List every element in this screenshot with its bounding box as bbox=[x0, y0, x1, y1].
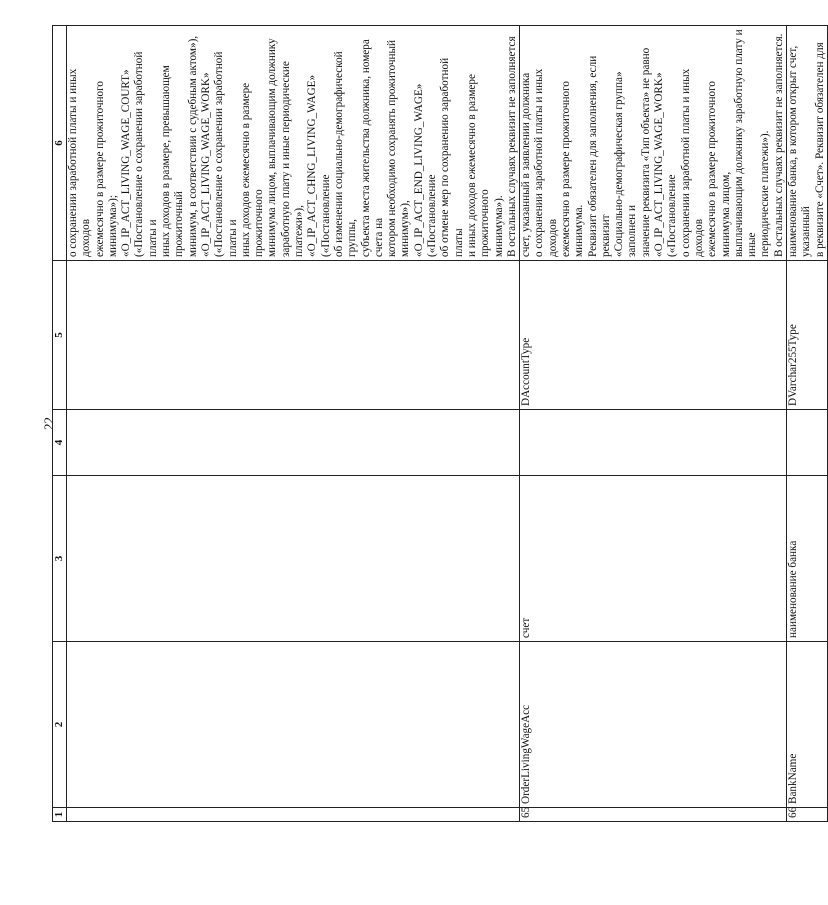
requisite-label: наименование банка bbox=[787, 476, 828, 642]
requisite-label bbox=[67, 476, 520, 642]
page-number: 22 bbox=[41, 417, 56, 430]
header-col-1: 1 bbox=[53, 808, 67, 822]
description-line: «O_IP_ACT_LIVING_WAGE_COURT» bbox=[120, 69, 133, 257]
description-line: об отмене мер по сохранению заработной платы bbox=[439, 57, 465, 257]
row-number: 66 bbox=[787, 808, 828, 822]
requisite-description bbox=[520, 26, 787, 261]
description-line: «O_IP_ACT_LIVING_WAGE_WORK» («Постановление bbox=[653, 72, 679, 257]
description-line: иных доходов в размере, превышающем прожиточный bbox=[160, 65, 186, 257]
description-line: котором необходимо сохранять прожиточный bbox=[386, 39, 399, 257]
header-col-3: 3 bbox=[53, 476, 67, 642]
description-line: в реквизите «Счет». Реквизит обязателен для bbox=[813, 42, 826, 257]
description-line: минимум»), bbox=[399, 200, 412, 257]
requisite-label: счет bbox=[520, 476, 787, 642]
requisite-required bbox=[67, 410, 520, 476]
description-line: Реквизит обязателен для заполнения, если реквизит bbox=[586, 55, 612, 257]
description-line: «O_IP_ACT_CHNG_LIVING_WAGE» («Постановление bbox=[306, 74, 332, 257]
requisite-description bbox=[67, 26, 520, 261]
header-col-6: 6 bbox=[53, 26, 67, 261]
requisite-required bbox=[520, 410, 787, 476]
description-line: наименование банка, в котором открыт счет, указанный bbox=[787, 45, 813, 257]
description-line: ежемесячно в размере прожиточного минимума»); bbox=[93, 80, 119, 257]
description-line: о сохранении заработной платы и иных доходов bbox=[679, 68, 705, 257]
description-line: («Постановление о сохранении заработной платы и bbox=[133, 51, 159, 257]
description-line: «O_IP_ACT_LIVING_WAGE_WORK» bbox=[199, 72, 212, 257]
requisites-table bbox=[52, 25, 828, 822]
description-line: («Постановление о сохранении заработной платы и bbox=[213, 51, 239, 257]
requisite-required bbox=[787, 410, 828, 476]
description-line: о сохранении заработной платы и иных доходов bbox=[67, 68, 93, 257]
description-line: об изменении социально-демографической группы, bbox=[332, 51, 359, 257]
header-col-2: 2 bbox=[53, 642, 67, 808]
description-line: минимума»). bbox=[492, 195, 505, 257]
description-line: периодические платежи»). bbox=[759, 130, 772, 257]
description-line: ежемесячно в размере прожиточного минимума лицом, bbox=[706, 80, 732, 257]
description-line: выплачивающим должнику заработную плату и иные bbox=[732, 29, 759, 257]
description-line: субъекта места жительства должника, номера счета на bbox=[359, 39, 385, 257]
requisite-type bbox=[67, 261, 520, 410]
description-line: ежемесячно в размере прожиточного минимума. bbox=[559, 80, 586, 257]
description-line: и иных доходов ежемесячно в размере прожиточного bbox=[465, 74, 492, 257]
header-col-4: 4 bbox=[53, 410, 67, 476]
requisite-type: DVarchar255Type bbox=[787, 261, 828, 410]
requisite-name: OrderLivingWageAcc bbox=[520, 642, 787, 808]
row-number: 65 bbox=[520, 808, 787, 822]
table-row bbox=[787, 26, 828, 822]
table-row bbox=[520, 26, 787, 822]
description-line: заработную плату и иные периодические платежи»), bbox=[279, 61, 306, 257]
table-header-row bbox=[53, 26, 67, 822]
description-line: иных доходов ежемесячно в размере прожиточного bbox=[239, 82, 266, 257]
row-number bbox=[67, 808, 520, 822]
description-line: минимума лицом, выплачивающим должнику bbox=[266, 38, 279, 257]
description-line: о сохранении заработной платы и иных доходов bbox=[533, 68, 559, 257]
description-line: счет, указанный в заявлении должника bbox=[520, 72, 533, 257]
description-line: «O_IP_ACT_END_LIVING_WAGE» («Постановление bbox=[412, 83, 439, 257]
requisite-name bbox=[67, 642, 520, 808]
description-line: значение реквизита «Тип объекта» не равно bbox=[639, 47, 652, 257]
description-line: минимум, в соответствии с судебным актом»), bbox=[186, 35, 199, 257]
header-col-5: 5 bbox=[53, 261, 67, 410]
table-row bbox=[67, 26, 520, 822]
description-line: В остальных случаях реквизит не заполняется. bbox=[772, 33, 785, 257]
description-line: «Социально-демографическая группа» заполнен и bbox=[613, 71, 639, 257]
requisite-description bbox=[787, 26, 828, 261]
requisite-name: BankName bbox=[787, 642, 828, 808]
requisite-type: DAccountType bbox=[520, 261, 787, 410]
requisites-table-rotated bbox=[52, 26, 826, 822]
description-line: В остальных случаях реквизит не заполняется bbox=[505, 36, 518, 257]
